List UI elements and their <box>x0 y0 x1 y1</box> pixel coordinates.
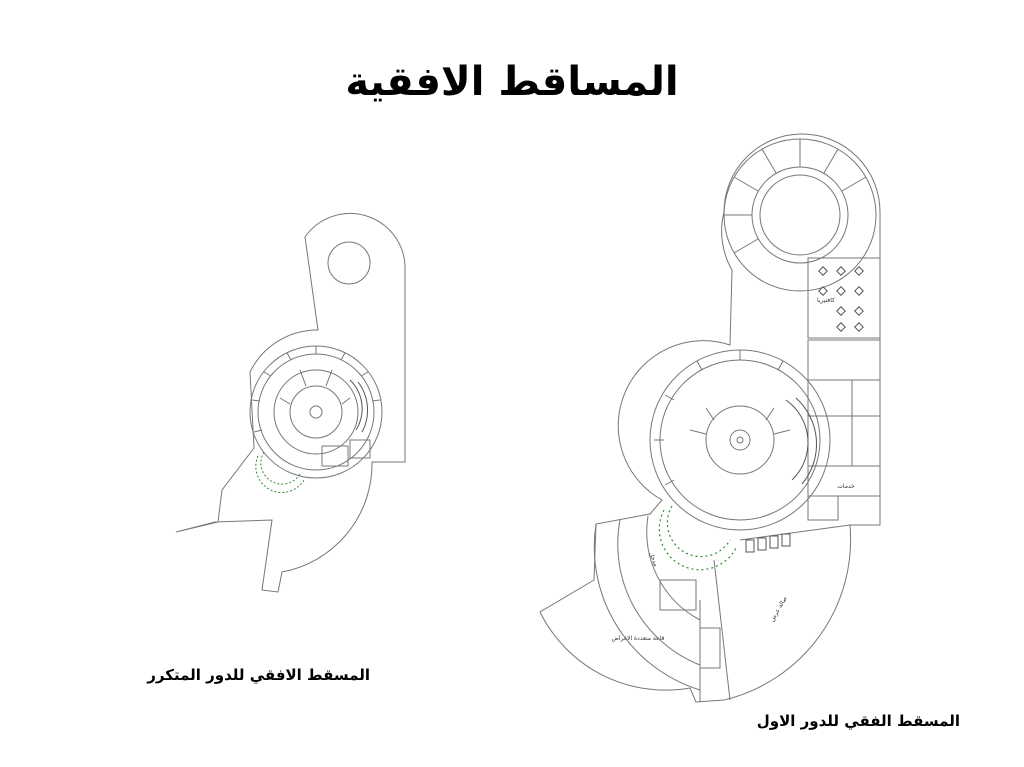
first-floor-outline <box>540 134 880 702</box>
room-label-services: خدمات <box>837 483 855 490</box>
room-label-hall: قاعة متعددة الاغراض <box>611 635 665 642</box>
main-rotunda-outer <box>650 350 830 530</box>
first-floor-caption: المسقط الفقي للدور الاول <box>756 712 960 730</box>
room-label-entrance: مدخل <box>647 551 660 568</box>
typical-floor-caption: المسقط الافقي للدور المتكرر <box>147 666 370 684</box>
room-label-cafeteria: كافتيريا <box>817 297 835 304</box>
page-title: المساقط الافقية <box>345 59 679 105</box>
room-label-gallery: صالة عرض <box>768 595 789 624</box>
